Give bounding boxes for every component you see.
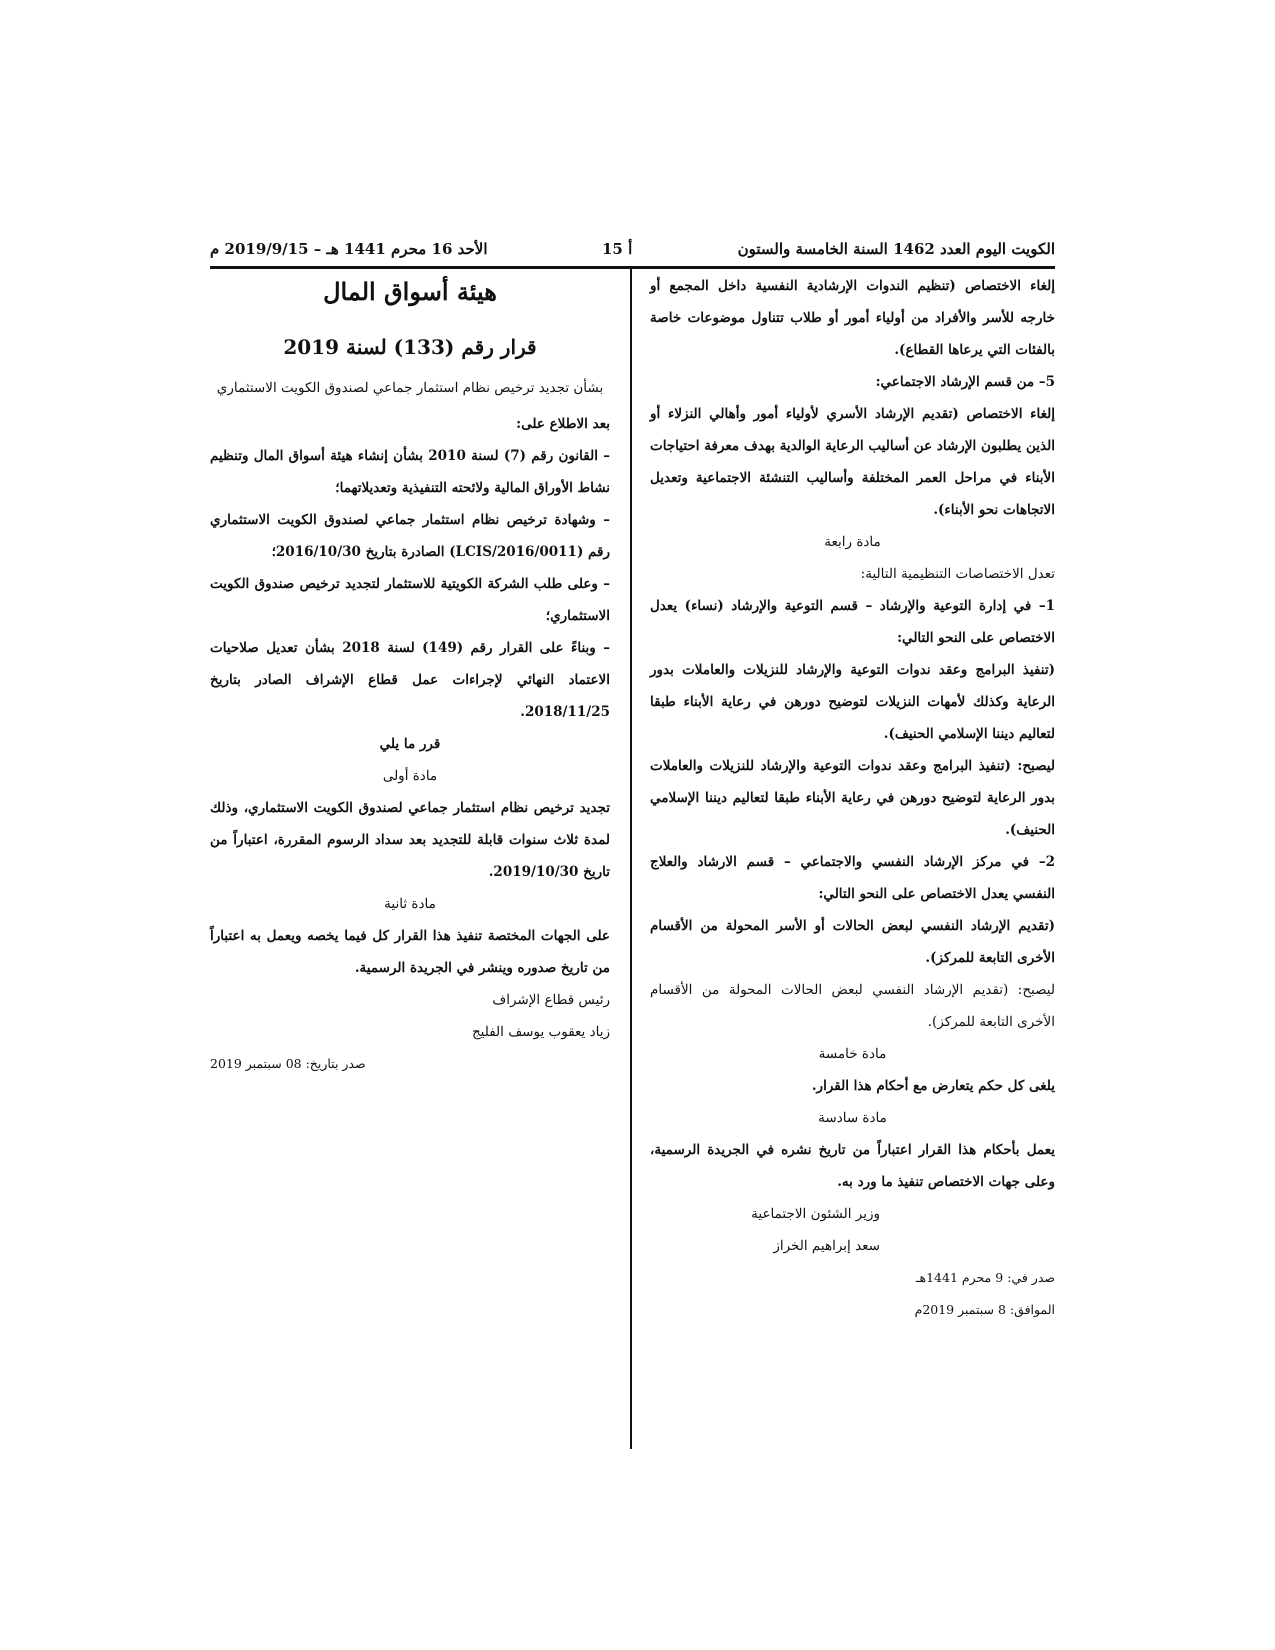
cancel-paragraph-1: إلغاء الاختصاص (تنظيم الندوات الإرشادية النفسية داخل المجمع أو خارجه للأسر والأفراد من أولياء أمور أو طلاب تتناول موضوعات خاصة بالفئات التي يرعاها القطاع).	[650, 278, 1055, 358]
item-2: 2– في مركز الإرشاد النفسي والاجتماعي – قسم الارشاد والعلاج النفسي يعدل الاختصاص على النحو التالي:	[650, 854, 1055, 902]
article-5-text: يلغى كل حكم يتعارض مع أحكام هذا القرار.	[811, 1078, 1055, 1094]
item-1: 1– في إدارة التوعية والإرشاد – قسم التوعية والإرشاد (نساء) يعدل الاختصاص على النحو التالي:	[650, 598, 1055, 646]
section-5-heading: 5– من قسم الإرشاد الاجتماعي:	[875, 374, 1055, 390]
column-divider	[630, 269, 632, 1449]
amendments-intro: تعدل الاختصاصات التنظيمية التالية:	[860, 566, 1055, 582]
header-rule	[210, 266, 1055, 269]
issued-date: صدر بتاريخ: 08 سبتمبر 2019	[210, 1056, 366, 1071]
article-4-heading: مادة رابعة	[824, 534, 881, 550]
signer-name: زياد يعقوب يوسف الفليج	[471, 1024, 610, 1040]
article-6-heading: مادة سادسة	[818, 1110, 887, 1126]
decision-subject: بشأن تجديد ترخيص نظام استثمار جماعي لصندوق الكويت الاستثماري	[216, 380, 604, 396]
right-column	[650, 270, 1055, 1326]
item-2-old-text: (تقديم الإرشاد النفسي لبعض الحالات أو الأسر المحولة من الأقسام الأخرى التابعة للمركز).	[650, 918, 1055, 966]
page-header	[210, 240, 1055, 266]
article-1-text: تجديد ترخيص نظام استثمار جماعي لصندوق الكويت الاستثماري، وذلك لمدة ثلاث سنوات قابلة للتجديد بعد سداد الرسوم المقررة، اعتباراً من تاريخ 2019/10/30.	[210, 800, 610, 880]
article-2-text: على الجهات المختصة تنفيذ هذا القرار كل فيما يخصه ويعمل به اعتباراً من تاريخ صدوره وينشر في الجريدة الرسمية.	[210, 928, 610, 976]
signer-title: رئيس قطاع الإشراف	[492, 992, 610, 1008]
decision-reference: – وبناءً على القرار رقم (149) لسنة 2018 بشأن تعديل صلاحيات الاعتماد النهائي لإجراءات عمل قطاع الإشراف الصادر بتاريخ 2018/11/25.	[210, 640, 610, 720]
gazette-issue-info: الكويت اليوم العدد 1462 السنة الخامسة والستون	[737, 240, 1055, 258]
minister-title: وزير الشئون الاجتماعية	[751, 1206, 880, 1222]
request-reference: – وعلى طلب الشركة الكويتية للاستثمار لتجديد ترخيص صندوق الكويت الاستثماري؛	[210, 576, 610, 624]
minister-name: سعد إبراهيم الخراز	[773, 1238, 880, 1254]
issued-hijri-date: صدر في: 9 محرم 1441هـ	[915, 1270, 1055, 1285]
decision-title: قرار رقم (133) لسنة 2019	[283, 335, 537, 359]
issued-gregorian-date: الموافق: 8 سبتمبر 2019م	[914, 1302, 1055, 1317]
law-reference: – القانون رقم (7) لسنة 2010 بشأن إنشاء هيئة أسواق المال وتنظيم نشاط الأوراق المالية ولائحته التنفيذية وتعديلاتهما؛	[210, 448, 610, 496]
article-5-heading: مادة خامسة	[818, 1046, 887, 1062]
left-column	[210, 270, 610, 1080]
authority-title: هيئة أسواق المال	[323, 277, 497, 306]
preamble: بعد الاطلاع على:	[516, 416, 610, 432]
decided-heading: قرر ما يلي	[379, 736, 441, 752]
item-1-new-text: ليصبح: (تنفيذ البرامج وعقد ندوات التوعية والإرشاد للنزيلات والعاملات بدور الرعاية لتوضيح دورهن في رعاية الأبناء طبقا لتعاليم ديننا الإسلامي الحنيف).	[650, 758, 1055, 838]
page-number: أ 15	[602, 240, 633, 258]
article-1-heading: مادة أولى	[382, 768, 438, 784]
certificate-reference: – وشهادة ترخيص نظام استثمار جماعي لصندوق الكويت الاستثماري رقم (LCIS/2016/0011) الصادرة بتاريخ 2016/10/30؛	[210, 512, 610, 560]
cancel-paragraph-2: إلغاء الاختصاص (تقديم الإرشاد الأسري لأولياء أمور وأهالي النزلاء أو الذين يطلبون الإرشاد عن أساليب الرعاية الوالدية بهدف معرفة احتياجات الأبناء في مراحل العمر المختلفة وأساليب التنشئة الاجتماعية وتعديل الاتجاهات نحو الأبناء).	[650, 406, 1055, 518]
issue-date: الأحد 16 محرم 1441 هـ – 2019/9/15 م	[210, 240, 488, 258]
item-1-old-text: (تنفيذ البرامج وعقد ندوات التوعية والإرشاد للنزيلات والعاملات بدور الرعاية وكذلك لأمهات النزيلات لتوضيح دورهن في رعاية الأبناء طبقا لتعاليم ديننا الإسلامي الحنيف).	[650, 662, 1055, 742]
article-6-text: يعمل بأحكام هذا القرار اعتباراً من تاريخ نشره في الجريدة الرسمية، وعلى جهات الاختصاص تنفيذ ما ورد به.	[650, 1142, 1055, 1190]
item-2-new-text: ليصبح: (تقديم الإرشاد النفسي لبعض الحالات المحولة من الأقسام الأخرى التابعة للمركز).	[650, 982, 1055, 1030]
article-2-heading: مادة ثانية	[384, 896, 436, 912]
